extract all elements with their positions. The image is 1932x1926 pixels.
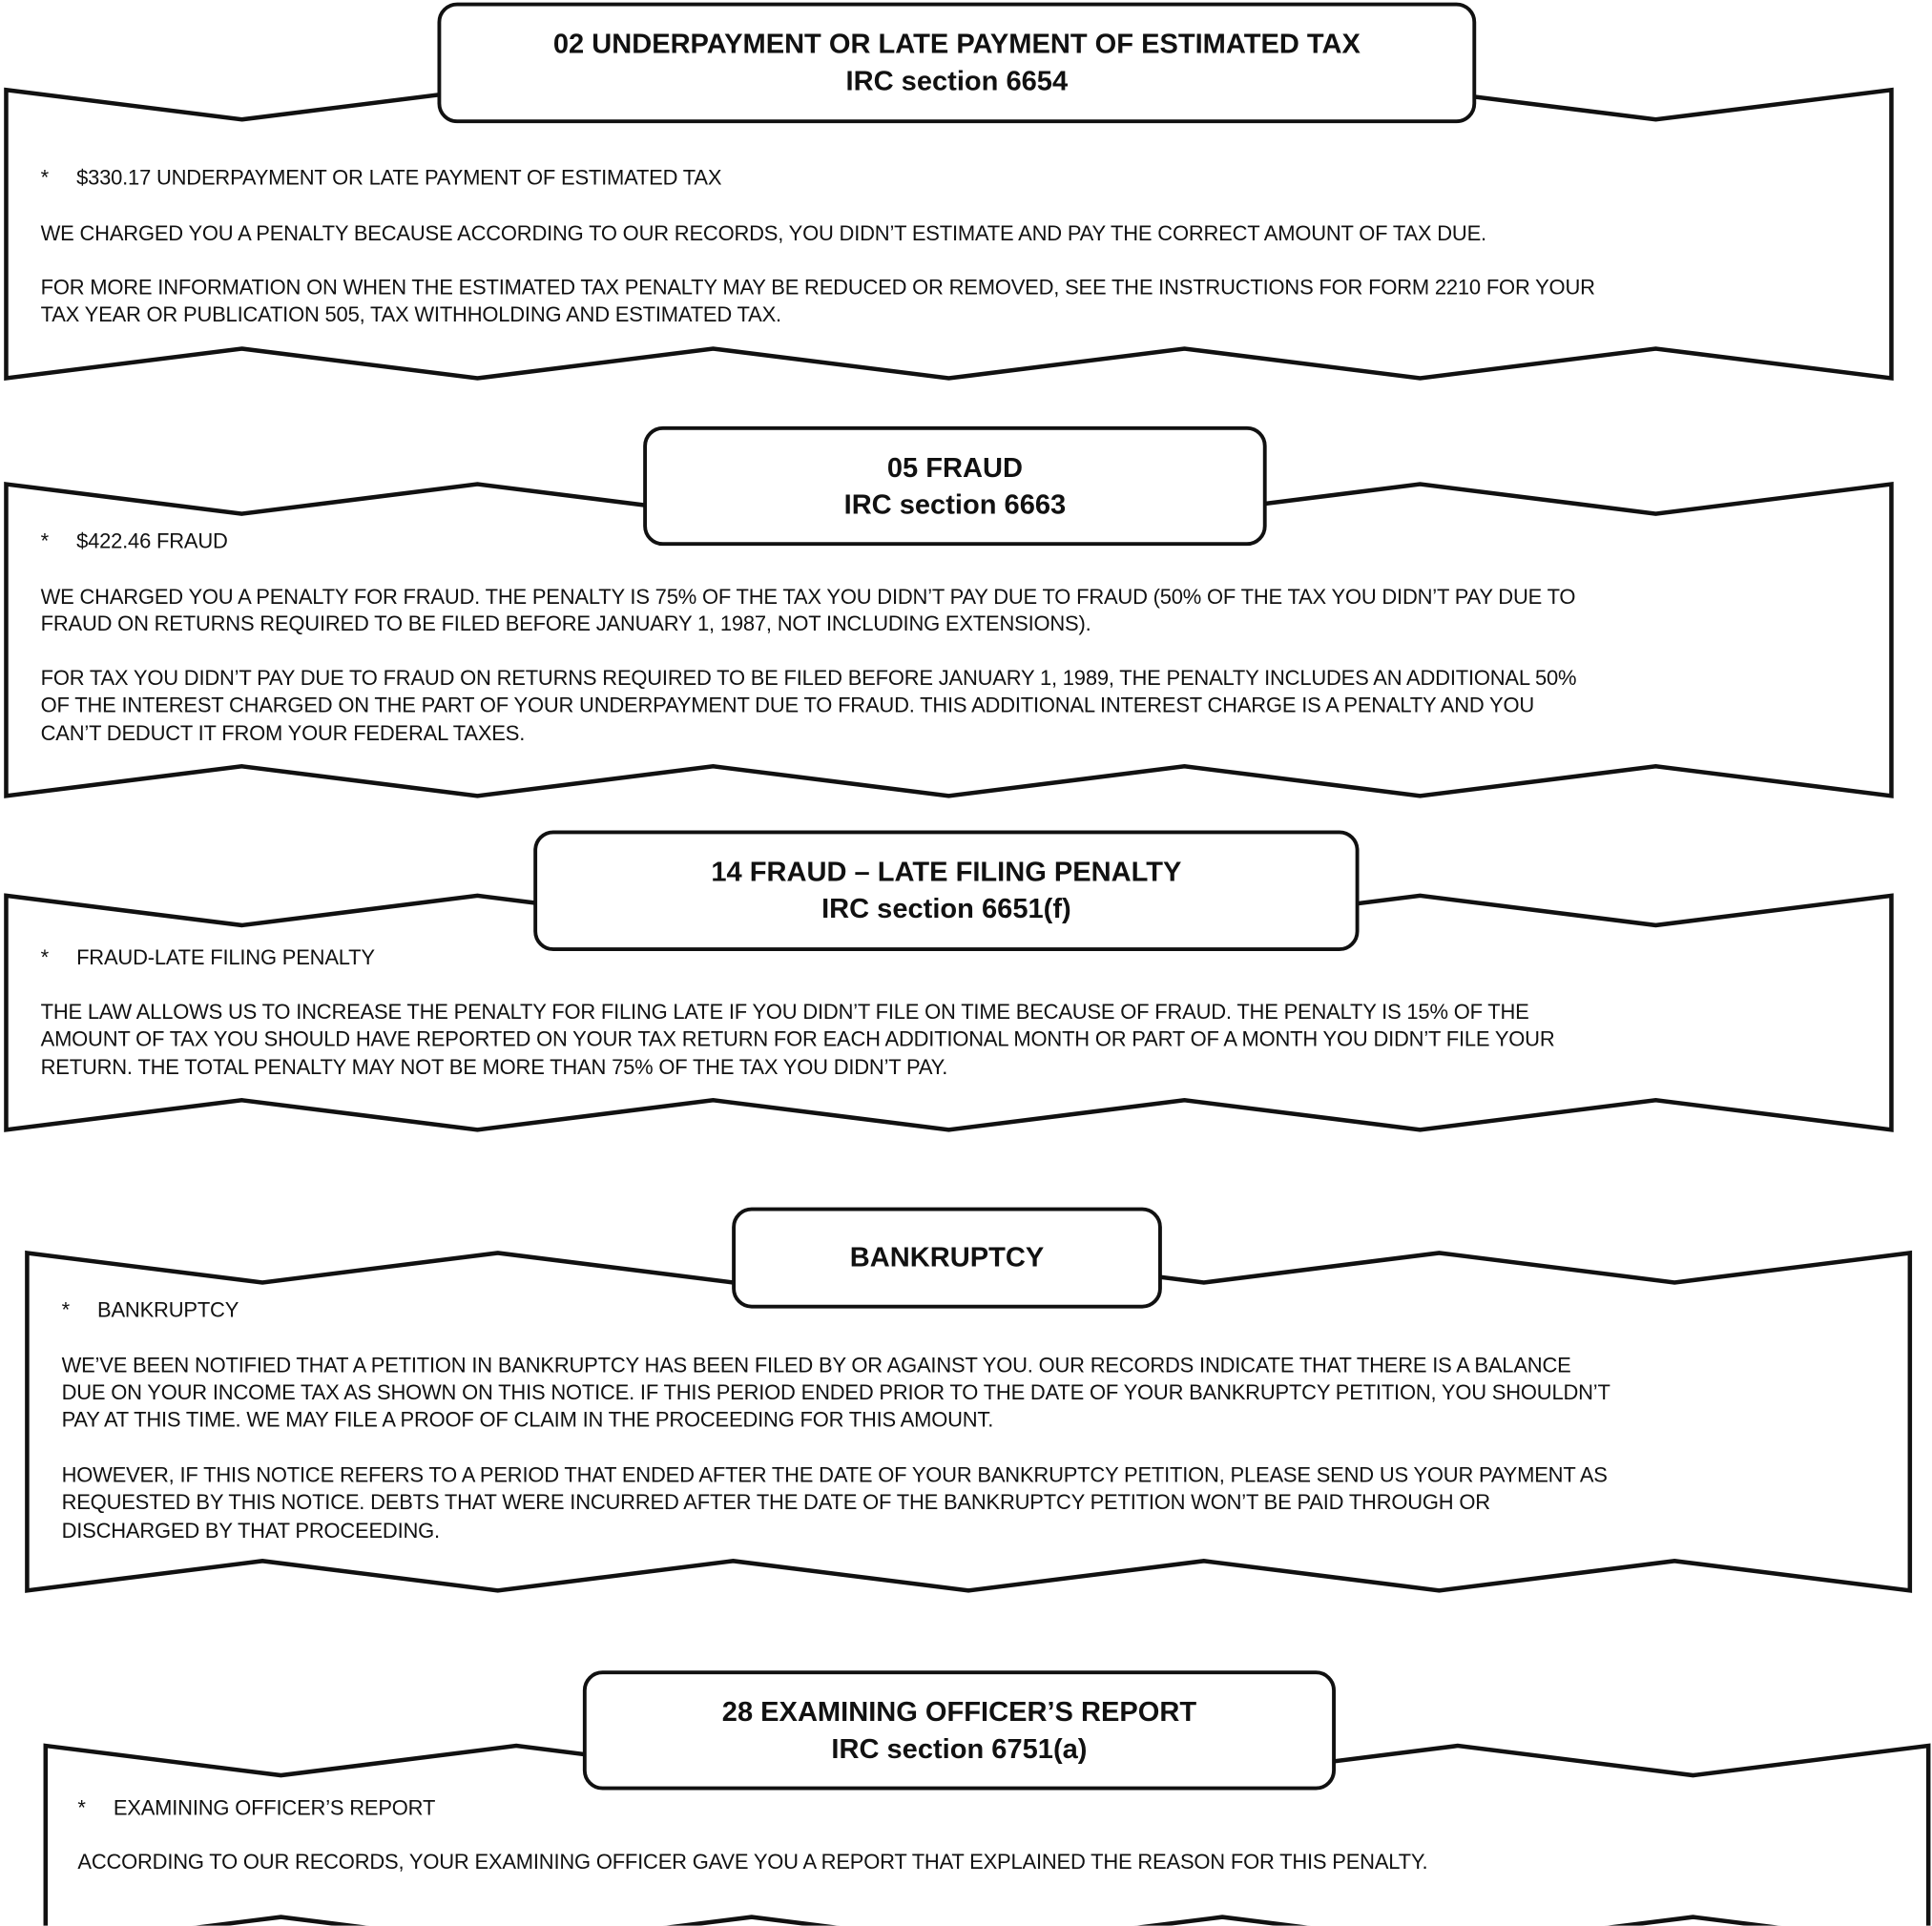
irc-section: IRC section 6751(a) (831, 1732, 1088, 1764)
irc-section: IRC section 6663 (843, 488, 1067, 520)
explanation-line: WE CHARGED YOU A PENALTY BECAUSE ACCORDING TO OUR RECORDS, YOU DIDN’T ESTIMATE AND PAY THE CORRECT AMOUNT OF TAX DUE. (40, 221, 1486, 246)
bullet-marker: * (77, 1796, 86, 1820)
explanation-line: FRAUD ON RETURNS REQUIRED TO BE FILED BEFORE JANUARY 1, 1987, NOT INCLUDING EXTENSIONS). (40, 611, 1091, 636)
penalty-item: BANKRUPTCY (97, 1298, 239, 1322)
bullet-marker: * (40, 945, 49, 970)
irc-section: IRC section 6654 (845, 65, 1069, 96)
explanation-line: HOWEVER, IF THIS NOTICE REFERS TO A PERIOD THAT ENDED AFTER THE DATE OF YOUR BANKRUPTCY PETITION, PLEASE SEND US YOUR PAYMENT AS (61, 1463, 1608, 1487)
explanation-line: CAN’T DEDUCT IT FROM YOUR FEDERAL TAXES. (40, 721, 526, 746)
penalty-item: $330.17 UNDERPAYMENT OR LATE PAYMENT OF ESTIMATED TAX (76, 166, 722, 190)
explanation-line: WE’VE BEEN NOTIFIED THAT A PETITION IN BANKRUPTCY HAS BEEN FILED BY OR AGAINST YOU. OUR RECORDS INDICATE THAT THERE IS A BALANCE (61, 1354, 1571, 1377)
explanation-line: TAX YEAR OR PUBLICATION 505, TAX WITHHOLDING AND ESTIMATED TAX. (40, 302, 781, 327)
explanation-line: OF THE INTEREST CHARGED ON THE PART OF YOUR UNDERPAYMENT DUE TO FRAUD. THIS ADDITIONAL INTEREST CHARGE IS A PENALTY AND YOU (40, 694, 1535, 717)
section-title: 05 FRAUD (886, 451, 1023, 483)
explanation-line: DISCHARGED BY THAT PROCEEDING. (61, 1519, 440, 1543)
penalty-item: $422.46 FRAUD (76, 529, 228, 553)
penalty-item: EXAMINING OFFICER’S REPORT (113, 1796, 436, 1820)
bullet-marker: * (40, 166, 49, 190)
irc-section: IRC section 6651(f) (821, 893, 1071, 924)
section-title: BANKRUPTCY (849, 1241, 1045, 1274)
explanation-line: FOR MORE INFORMATION ON WHEN THE ESTIMATED TAX PENALTY MAY BE REDUCED OR REMOVED, SEE THE INSTRUCTIONS FOR FORM 2210 FOR YOUR (40, 276, 1595, 300)
explanation-line: FOR TAX YOU DIDN’T PAY DUE TO FRAUD ON RETURNS REQUIRED TO BE FILED BEFORE JANUARY 1, 1989, THE PENALTY INCLUDES AN ADDITIONAL 50% (40, 666, 1577, 691)
explanation-line: THE LAW ALLOWS US TO INCREASE THE PENALTY FOR FILING LATE IF YOU DIDN’T FILE ON TIME BECAUSE OF FRAUD. THE PENALTY IS 15% OF THE (40, 1000, 1529, 1025)
section-title-box (583, 1670, 1336, 1790)
bullet-marker: * (40, 529, 49, 553)
bullet-marker: * (61, 1298, 70, 1322)
section-title: 28 EXAMINING OFFICER’S REPORT (721, 1695, 1197, 1728)
explanation-line: REQUESTED BY THIS NOTICE. DEBTS THAT WERE INCURRED AFTER THE DATE OF THE BANKRUPTCY PETITION WON’T BE PAID THROUGH OR (61, 1490, 1490, 1515)
penalty-item: FRAUD-LATE FILING PENALTY (76, 945, 375, 970)
explanation-line: DUE ON YOUR INCOME TAX AS SHOWN ON THIS NOTICE. IF THIS PERIOD ENDED PRIOR TO THE DATE OF YOUR BANKRUPTCY PETITION, YOU SHOULDN’T (61, 1380, 1610, 1405)
explanation-line: ACCORDING TO OUR RECORDS, YOUR EXAMINING OFFICER GAVE YOU A REPORT THAT EXPLAINED THE REASON FOR THIS PENALTY. (77, 1850, 1428, 1874)
section-title: 14 FRAUD – LATE FILING PENALTY (711, 856, 1182, 887)
section-title: 02 UNDERPAYMENT OR LATE PAYMENT OF ESTIMATED TAX (552, 28, 1361, 59)
explanation-line: AMOUNT OF TAX YOU SHOULD HAVE REPORTED ON YOUR TAX RETURN FOR EACH ADDITIONAL MONTH OR PART OF A MONTH YOU DIDN’T FILE YOUR (40, 1027, 1555, 1051)
explanation-line: WE CHARGED YOU A PENALTY FOR FRAUD. THE PENALTY IS 75% OF THE TAX YOU DIDN’T PAY DUE TO FRAUD (50% OF THE TAX YOU DIDN’T PAY DUE TO (40, 585, 1576, 610)
explanation-line: PAY AT THIS TIME. WE MAY FILE A PROOF OF CLAIM IN THE PROCEEDING FOR THIS AMOUNT. (61, 1408, 994, 1432)
explanation-line: RETURN. THE TOTAL PENALTY MAY NOT BE MORE THAN 75% OF THE TAX YOU DIDN’T PAY. (40, 1055, 948, 1080)
